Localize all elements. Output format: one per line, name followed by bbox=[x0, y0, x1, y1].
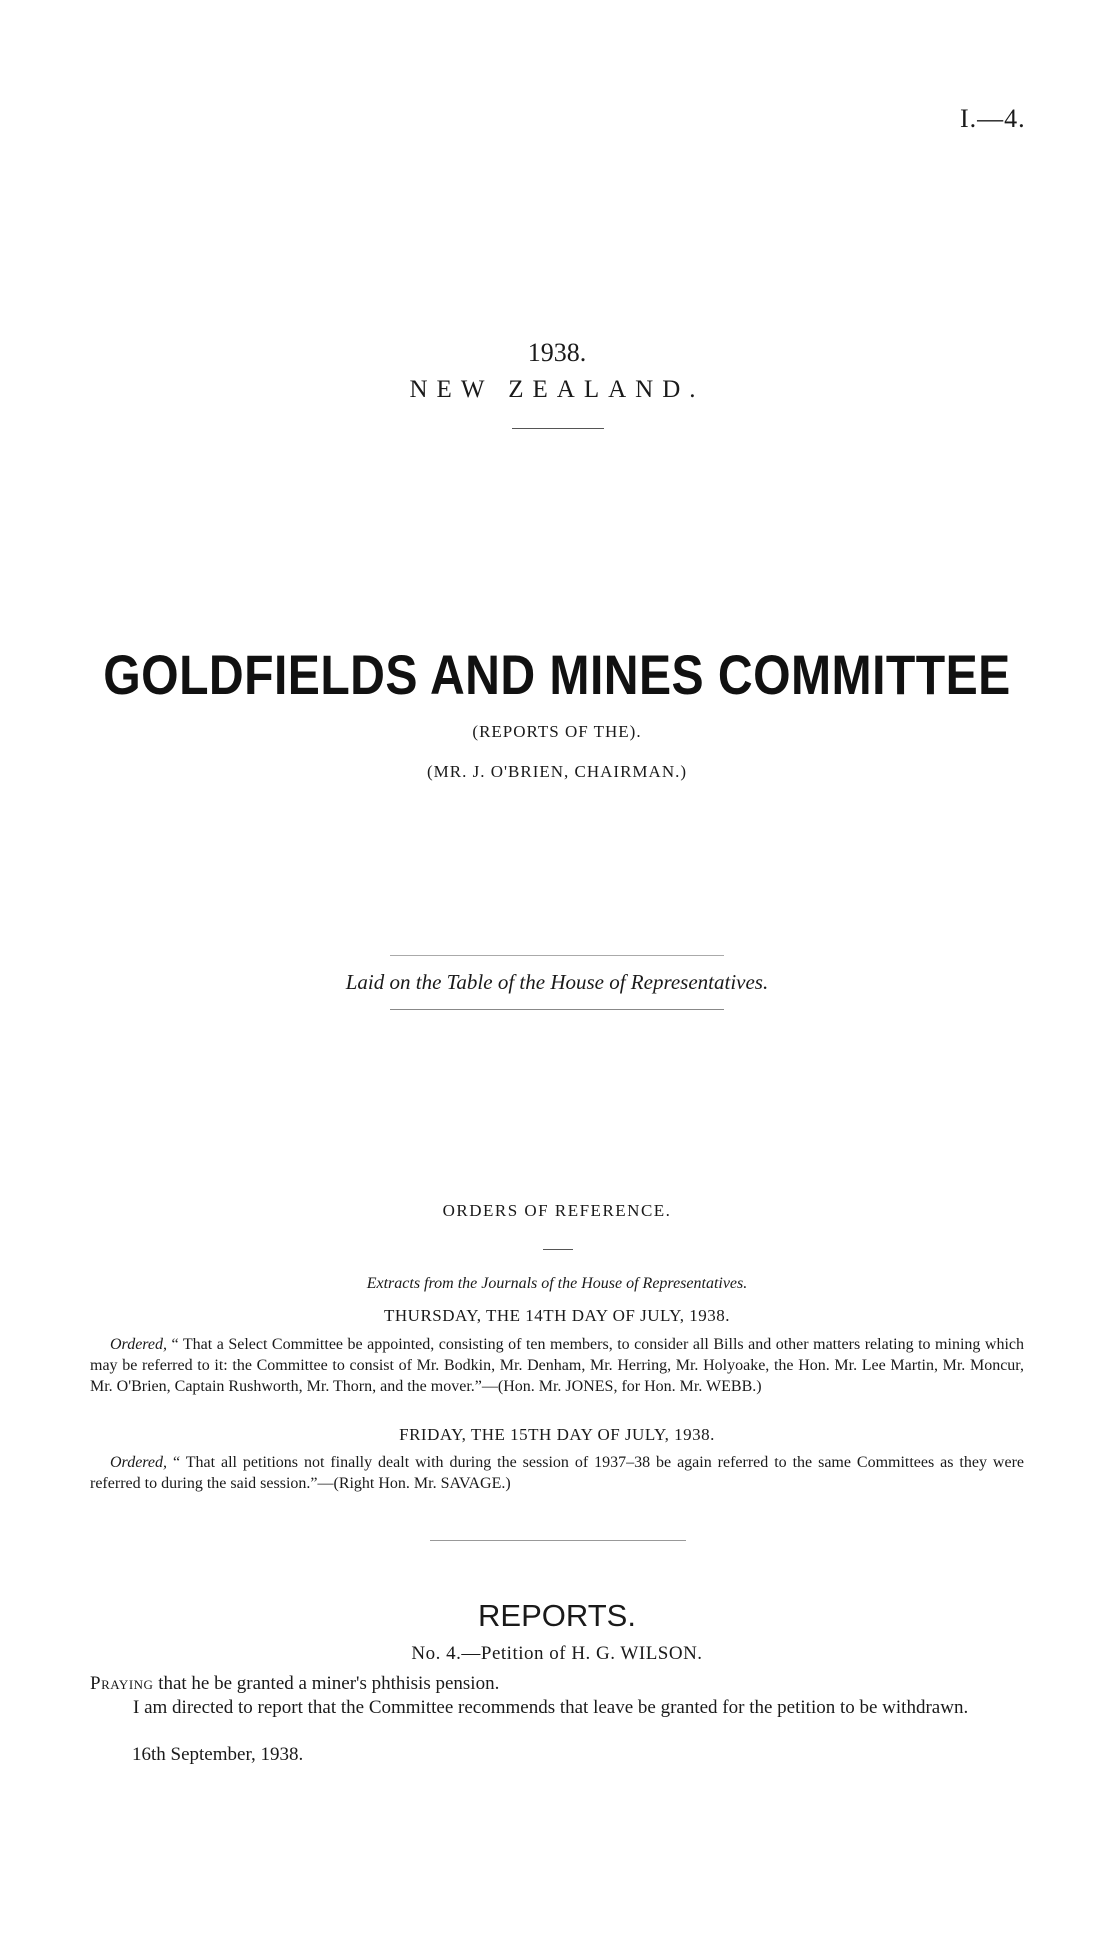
day-heading-thursday: THURSDAY, THE 14TH DAY OF JULY, 1938. bbox=[384, 1306, 730, 1325]
extracts-line: Extracts from the Journals of the House of Representatives. bbox=[366, 1275, 748, 1292]
divider-rule bbox=[543, 1249, 573, 1250]
day-heading-friday: FRIDAY, THE 15TH DAY OF JULY, 1938. bbox=[399, 1425, 715, 1444]
praying-text: that he be granted a miner's phthisis pension. bbox=[153, 1673, 500, 1694]
report-date: 16th September, 1938. bbox=[132, 1744, 304, 1765]
order-text: “ That a Select Committee be appointed, consisting of ten members, to consider all Bills and other matters relating to mining which may be referred to it: the Committee to consist of Mr. Bodkin, Mr. Denham, Mr. Herring, Mr. Holyoake, the Hon. Mr. Lee Martin, Mr. Moncur, Mr. O'Brien, Captain Rushworth, Mr. Thorn, and the mover.”—(Hon. Mr. JONES, for Hon. Mr. WEBB.) bbox=[90, 1336, 1025, 1395]
page-reference: I.—4. bbox=[960, 104, 1026, 133]
report-paragraph: I am directed to report that the Committee recommends that leave be granted for the petition to be withdrawn. bbox=[133, 1697, 969, 1718]
divider-rule bbox=[390, 955, 724, 956]
ordered-label: Ordered, bbox=[110, 1336, 168, 1353]
divider-rule bbox=[390, 1009, 724, 1010]
chairman-line: (MR. J. O'BRIEN, CHAIRMAN.) bbox=[426, 762, 688, 781]
order-paragraph bbox=[90, 1334, 1024, 1397]
orders-of-reference-heading: ORDERS OF REFERENCE. bbox=[442, 1201, 672, 1220]
laid-on-table-line: Laid on the Table of the House of Representatives. bbox=[345, 970, 769, 994]
document-title: GOLDFIELDS AND MINES COMMITTEE bbox=[103, 643, 1011, 706]
petition-heading: No. 4.—Petition of H. G. WILSON. bbox=[411, 1643, 703, 1664]
reports-heading: REPORTS. bbox=[478, 1598, 636, 1633]
document-subtitle: (REPORTS OF THE). bbox=[472, 722, 642, 741]
praying-paragraph bbox=[90, 1672, 1024, 1696]
ordered-label: Ordered, bbox=[110, 1454, 168, 1471]
divider-rule bbox=[430, 1540, 686, 1541]
country-heading: NEW ZEALAND. bbox=[409, 376, 705, 403]
praying-lead: Praying bbox=[90, 1673, 154, 1694]
divider-rule bbox=[512, 428, 604, 429]
year: 1938. bbox=[527, 338, 587, 367]
order-text: “ That all petitions not finally dealt with during the session of 1937–38 be again referred to the same Committees as they were referred to during the said session.”—(Right Hon. Mr. SAVAGE.) bbox=[90, 1454, 1025, 1492]
order-paragraph bbox=[90, 1452, 1024, 1494]
